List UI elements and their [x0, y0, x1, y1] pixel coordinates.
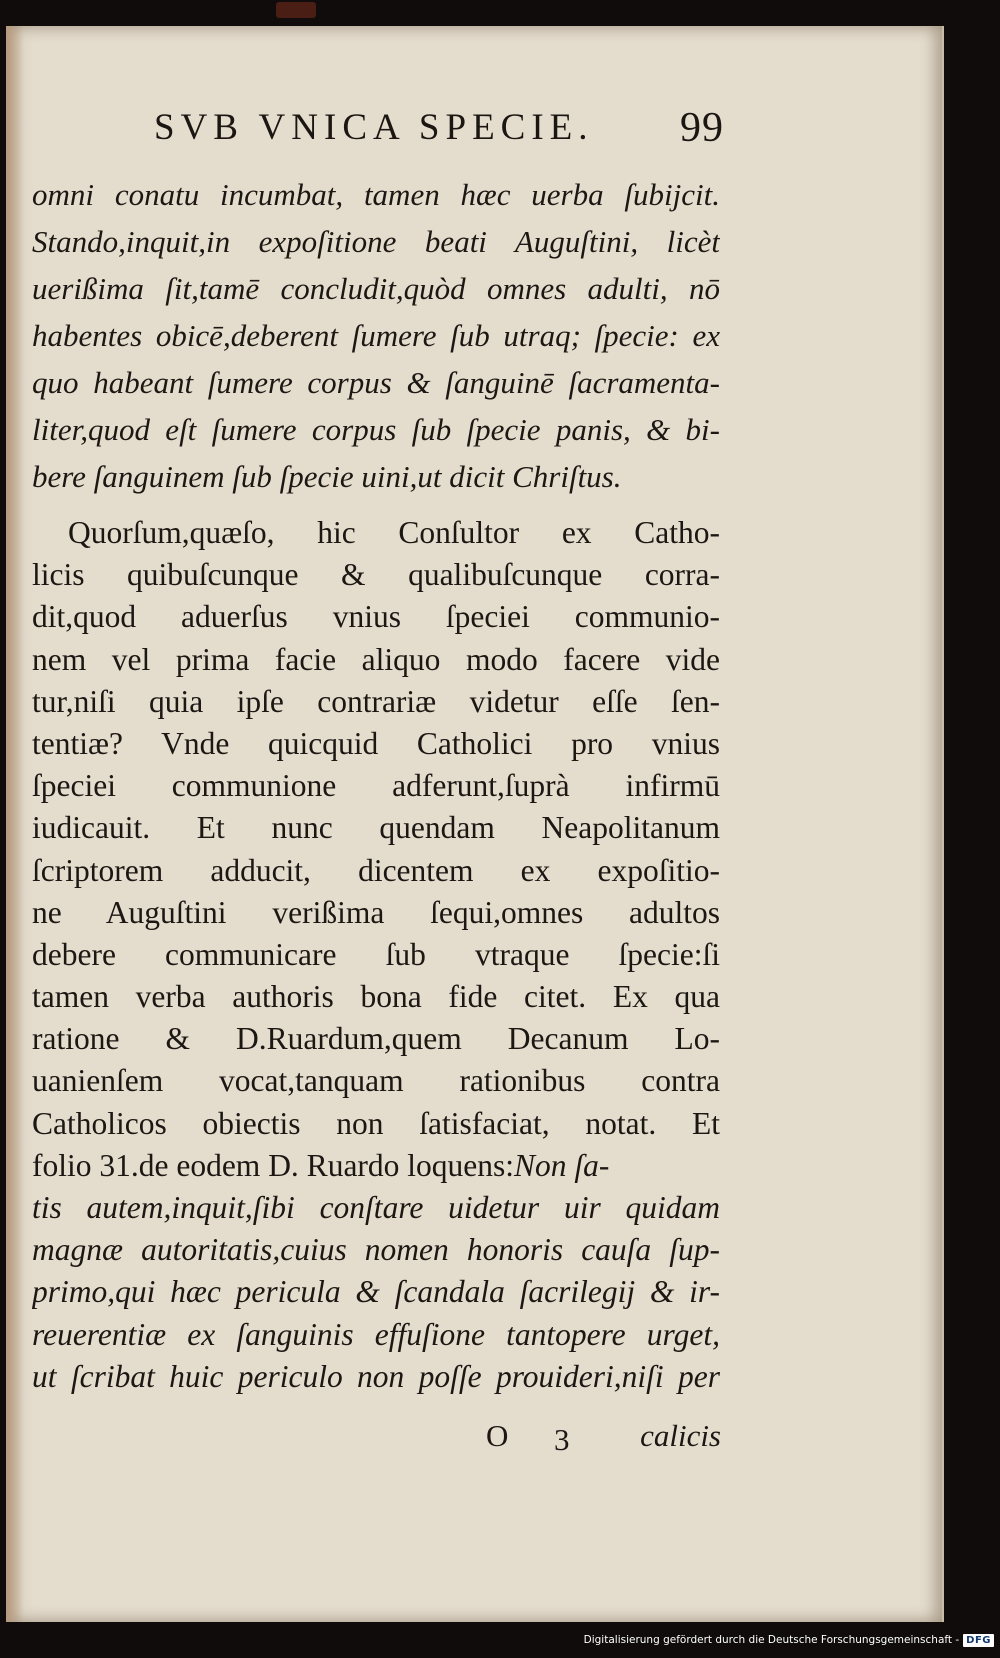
text-line: ne Auguſtini verißima ſequi,omnes adultos [32, 894, 720, 930]
signature-mark: O [486, 1418, 509, 1453]
text-line: ſpeciei communione adferunt,ſuprà infirmū [32, 768, 720, 804]
text-line: ratione & D.Ruardum,quem Decanum Lo- [32, 1021, 720, 1057]
page-number: 99 [680, 105, 724, 151]
text-line: reuerentiæ ex ſanguinis effuſione tantopere urget, [32, 1316, 720, 1352]
signature-number: 3 [554, 1422, 570, 1457]
text-line: dit,quod aduerſus vnius ſpeciei communio- [32, 599, 720, 635]
digitization-credit [584, 1630, 994, 1650]
text-line: omni conatu incumbat, tamen hæc uerba ſubijcit. [32, 177, 720, 212]
text-line: habentes obicē,deberent ſumere ſub utraq; ſpecie: ex [32, 318, 720, 353]
book-page [6, 26, 944, 1622]
text-line: uerißima ſit,tamē concludit,quòd omnes adulti, nō [32, 271, 720, 306]
text-line: ut ſcribat huic periculo non poſſe prouideri,niſi per [32, 1358, 720, 1394]
page-header [154, 104, 724, 164]
text-line: tur,niſi quia ipſe contrariæ videtur eſſe ſen- [32, 683, 720, 719]
text-line: primo,qui hæc pericula & ſcandala ſacrilegij & ir- [32, 1274, 720, 1310]
catchword: calicis [640, 1418, 721, 1453]
text-line: bere ſanguinem ſub ſpecie uini,ut dicit Chriſtus. [32, 459, 622, 494]
text-line-start: folio 31.de eodem D. Ruardo loquens: [32, 1147, 515, 1183]
italic-tail: Non ſa- [514, 1147, 610, 1183]
text-line: tamen verba authoris bona fide citet. Ex qua [32, 979, 720, 1015]
text-line: tentiæ? Vnde quicquid Catholici pro vnius [32, 725, 720, 761]
text-line: nem vel prima facie aliquo modo facere vide [32, 641, 720, 677]
text-line: tis autem,inquit,ſibi conſtare uidetur uir quidam [32, 1190, 720, 1225]
text-line: Catholicos obiectis non ſatisfaciat, notat. Et [32, 1105, 720, 1141]
text-line: quo habeant ſumere corpus & ſanguinē ſacramenta- [32, 365, 720, 400]
running-head: SVB VNICA SPECIE. [154, 107, 594, 148]
text-line: licis quibuſcunque & qualibuſcunque corra- [32, 557, 720, 593]
text-line: Quorſum,quæſo, hic Conſultor ex Catho- [68, 515, 720, 550]
credit-text: Digitalisierung gefördert durch die Deutsche Forschungsgemeinschaft - [583, 1634, 960, 1646]
text-line: debere communicare ſub vtraque ſpecie:ſi [32, 936, 720, 972]
text-line: liter,quod eſt ſumere corpus ſub ſpecie panis, & bi- [32, 412, 720, 447]
signature-line [476, 1418, 721, 1466]
text-line [32, 1145, 720, 1187]
page-clip [276, 2, 316, 18]
text-line: uanienſem vocat,tanquam rationibus contra [32, 1063, 720, 1099]
italic-quotation [32, 171, 720, 500]
text-line: Stando,inquit,in expoſitione beati Auguſtini, licèt [32, 224, 720, 259]
dfg-logo: DFG [963, 1634, 994, 1647]
text-line: magnæ autoritatis,cuius nomen honoris cauſa ſup- [32, 1232, 720, 1268]
body-paragraph [32, 512, 720, 1398]
text-line: ſcriptorem adducit, dicentem ex expoſitio- [32, 852, 720, 888]
text-line: iudicauit. Et nunc quendam Neapolitanum [32, 810, 720, 846]
